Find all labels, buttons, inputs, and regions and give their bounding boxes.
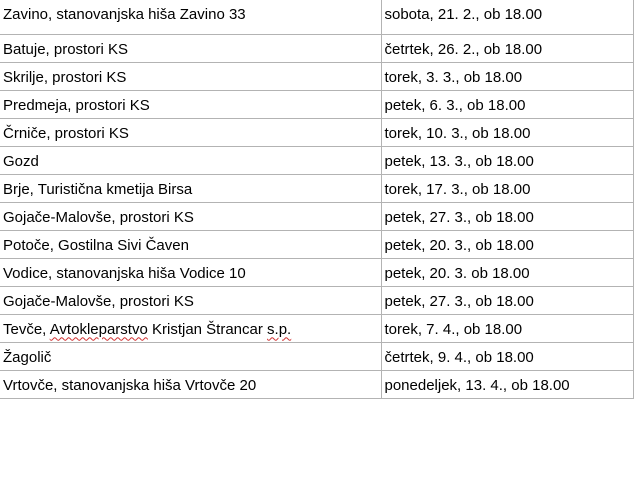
location-cell [0,314,381,342]
location-cell: Potoče, Gostilna Sivi Čaven [0,230,381,258]
table-row [0,370,633,398]
datetime-cell: petek, 13. 3., ob 18.00 [381,146,633,174]
table-row [0,342,633,370]
table-row [0,314,633,342]
location-cell: Zavino, stanovanjska hiša Zavino 33 [0,0,381,34]
datetime-cell: torek, 10. 3., ob 18.00 [381,118,633,146]
table-row [0,90,633,118]
datetime-cell: sobota, 21. 2., ob 18.00 [381,0,633,34]
spellcheck-flagged-word[interactable]: Avtokleparstvo [49,320,148,338]
location-cell: Vodice, stanovanjska hiša Vodice 10 [0,258,381,286]
datetime-cell: petek, 27. 3., ob 18.00 [381,286,633,314]
table-row [0,202,633,230]
table-row [0,62,633,90]
table-row [0,34,633,62]
spellcheck-flagged-word[interactable]: s.p. [267,320,292,338]
location-cell: Žagolič [0,342,381,370]
datetime-cell: petek, 20. 3. ob 18.00 [381,258,633,286]
datetime-cell: petek, 27. 3., ob 18.00 [381,202,633,230]
location-cell: Vrtovče, stanovanjska hiša Vrtovče 20 [0,370,381,398]
location-cell: Gozd [0,146,381,174]
table-row [0,286,633,314]
table-row [0,0,633,34]
datetime-cell: torek, 3. 3., ob 18.00 [381,62,633,90]
datetime-cell: torek, 17. 3., ob 18.00 [381,174,633,202]
location-text: Kristjan Štrancar [147,320,268,338]
datetime-cell: petek, 20. 3., ob 18.00 [381,230,633,258]
datetime-cell: ponedeljek, 13. 4., ob 18.00 [381,370,633,398]
location-cell: Brje, Turistična kmetija Birsa [0,174,381,202]
table-row [0,118,633,146]
table-row [0,258,633,286]
datetime-cell: četrtek, 26. 2., ob 18.00 [381,34,633,62]
location-text: Tevče, [3,320,50,338]
table-row [0,146,633,174]
location-cell: Predmeja, prostori KS [0,90,381,118]
location-cell: Črniče, prostori KS [0,118,381,146]
location-cell: Batuje, prostori KS [0,34,381,62]
location-cell: Skrilje, prostori KS [0,62,381,90]
location-cell: Gojače-Malovše, prostori KS [0,202,381,230]
datetime-cell: četrtek, 9. 4., ob 18.00 [381,342,633,370]
datetime-cell: petek, 6. 3., ob 18.00 [381,90,633,118]
table-row [0,230,633,258]
datetime-cell: torek, 7. 4., ob 18.00 [381,314,633,342]
table-row [0,174,633,202]
location-cell: Gojače-Malovše, prostori KS [0,286,381,314]
